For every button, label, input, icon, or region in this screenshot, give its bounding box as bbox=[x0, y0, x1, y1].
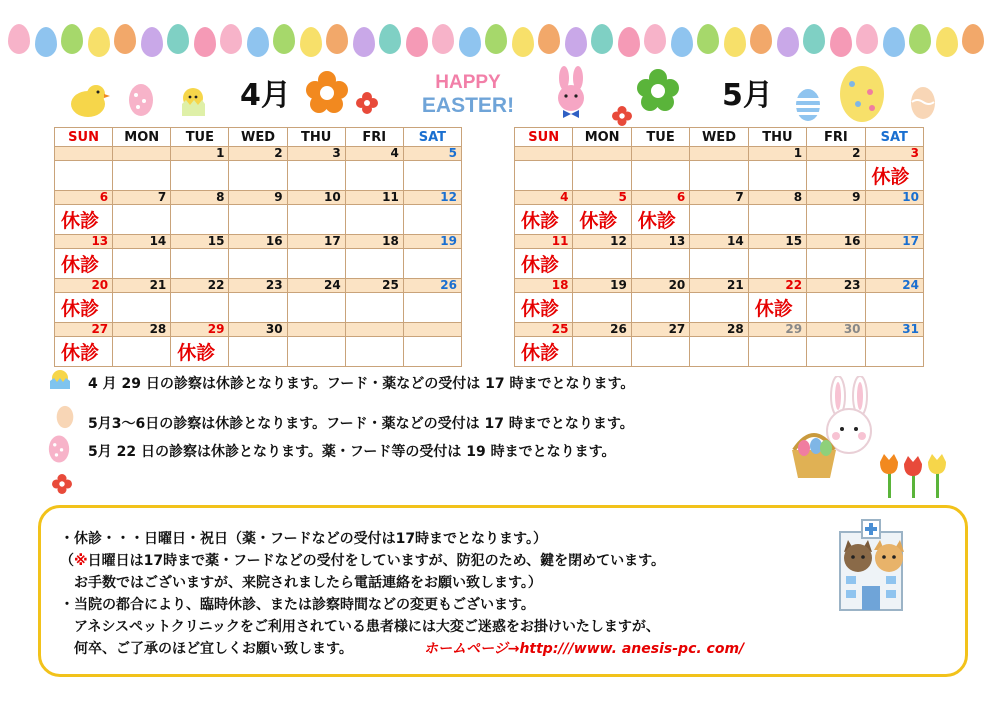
may-date-cell: 17 bbox=[865, 235, 923, 249]
april-date-cell bbox=[345, 323, 403, 337]
note-apr-29: 4 月 29 日の診察は休診となります。フード・薬などの受付は 17 時までとなります。 bbox=[88, 376, 635, 392]
april-date-cell: 29 bbox=[171, 323, 229, 337]
easter-egg-icon bbox=[697, 24, 719, 54]
may-date-cell: 31 bbox=[865, 323, 923, 337]
april-weekday-3: WED bbox=[229, 128, 287, 147]
april-date-cell: 7 bbox=[113, 191, 171, 205]
may-weekday-0: SUN bbox=[515, 128, 573, 147]
closed-label: 休診 bbox=[61, 342, 100, 364]
may-date-cell: 10 bbox=[865, 191, 923, 205]
may-date-cell: 12 bbox=[573, 235, 631, 249]
april-day-cell bbox=[171, 293, 229, 323]
may-date-cell: 24 bbox=[865, 279, 923, 293]
may-day-cell bbox=[573, 249, 631, 279]
april-day-cell bbox=[113, 205, 171, 235]
closed-label: 休診 bbox=[61, 254, 100, 276]
clinic-building-icon bbox=[826, 518, 922, 614]
april-day-cell bbox=[55, 293, 113, 323]
info-phone-request: お手数ではございますが、来院されましたら電話連絡をお願い致します。） bbox=[60, 575, 542, 591]
info-sunday-text: 日曜日は17時まで薬・フードなどの受付をしていますが、防犯のため、鍵を閉めています。 bbox=[87, 553, 666, 569]
may-date-cell: 9 bbox=[807, 191, 865, 205]
easter-egg-icon bbox=[830, 27, 852, 57]
homepage-link[interactable]: ホームページ→http:///www. anesis-pc. com/ bbox=[424, 641, 745, 657]
may-date-cell: 14 bbox=[690, 235, 748, 249]
may-day-cell bbox=[573, 205, 631, 235]
easter-egg-icon bbox=[644, 24, 666, 54]
closed-label: 休診 bbox=[521, 298, 560, 320]
easter-egg-icon bbox=[565, 27, 587, 57]
may-day-cell bbox=[690, 249, 748, 279]
easter-egg-icon bbox=[61, 24, 83, 54]
april-day-cell bbox=[403, 161, 461, 191]
may-weekday-4: THU bbox=[748, 128, 806, 147]
may-weekday-5: FRI bbox=[807, 128, 865, 147]
may-day-cell bbox=[807, 161, 865, 191]
may-date-cell bbox=[690, 147, 748, 161]
pink-egg-icon bbox=[128, 83, 154, 117]
may-day-cell bbox=[807, 337, 865, 367]
chick-in-egg-icon bbox=[178, 86, 208, 118]
easter-egg-icon bbox=[724, 27, 746, 57]
yellow-star-egg-icon bbox=[838, 64, 886, 124]
may-day-cell bbox=[690, 293, 748, 323]
may-date-cell: 4 bbox=[515, 191, 573, 205]
may-date-cell: 16 bbox=[807, 235, 865, 249]
may-day-cell bbox=[631, 161, 689, 191]
april-day-cell bbox=[229, 205, 287, 235]
may-date-cell: 11 bbox=[515, 235, 573, 249]
may-day-cell bbox=[573, 161, 631, 191]
april-day-cell bbox=[403, 249, 461, 279]
april-day-cell bbox=[345, 161, 403, 191]
may-date-cell: 15 bbox=[748, 235, 806, 249]
may-title: 5月 bbox=[722, 78, 773, 113]
chick-icon bbox=[66, 82, 110, 118]
may-date-cell bbox=[631, 147, 689, 161]
info-sunday-mark: ※ bbox=[74, 553, 88, 569]
closed-label: 休診 bbox=[61, 210, 100, 232]
small-red-flower-icon bbox=[612, 106, 632, 126]
may-date-cell: 8 bbox=[748, 191, 806, 205]
easter-egg-icon bbox=[194, 27, 216, 57]
easter-egg-icon bbox=[618, 27, 640, 57]
april-day-cell bbox=[171, 161, 229, 191]
may-weekday-6: SAT bbox=[865, 128, 923, 147]
easter-egg-icon bbox=[883, 27, 905, 57]
easter-egg-icon bbox=[220, 24, 242, 54]
april-date-cell: 17 bbox=[287, 235, 345, 249]
easter-egg-icon bbox=[591, 24, 613, 54]
easter-egg-icon bbox=[538, 24, 560, 54]
peach-egg-icon bbox=[56, 405, 74, 429]
closed-label: 休診 bbox=[61, 298, 100, 320]
easter-egg-icon bbox=[803, 24, 825, 54]
april-day-cell bbox=[55, 249, 113, 279]
april-date-cell: 3 bbox=[287, 147, 345, 161]
april-day-cell bbox=[171, 249, 229, 279]
closed-label: 休診 bbox=[637, 210, 676, 232]
info-thanks: 何卒、ご了承のほど宜しくお願い致します。 bbox=[60, 641, 353, 657]
april-day-cell bbox=[287, 337, 345, 367]
april-day-cell bbox=[345, 337, 403, 367]
april-day-cell bbox=[113, 337, 171, 367]
easter-egg-icon bbox=[777, 27, 799, 57]
april-date-cell bbox=[403, 323, 461, 337]
april-date-cell bbox=[287, 323, 345, 337]
may-date-cell: 20 bbox=[631, 279, 689, 293]
april-date-cell: 28 bbox=[113, 323, 171, 337]
note-may-22: 5月 22 日の診察は休診となります。薬・フード等の受付は 19 時までとなります。 bbox=[88, 444, 616, 460]
info-closed-days: ・休診・・・日曜日・祝日（薬・フードなどの受付は17時までとなります。） bbox=[60, 531, 547, 547]
april-date-cell: 16 bbox=[229, 235, 287, 249]
april-day-cell bbox=[113, 293, 171, 323]
easter-egg-icon bbox=[459, 27, 481, 57]
orange-flower-icon bbox=[305, 70, 349, 114]
april-date-cell: 15 bbox=[171, 235, 229, 249]
small-red-flower-icon bbox=[52, 474, 72, 494]
may-date-cell: 2 bbox=[807, 147, 865, 161]
may-day-cell bbox=[690, 337, 748, 367]
april-day-cell bbox=[287, 205, 345, 235]
info-schedule-change: ・当院の都合により、臨時休診、または診察時間などの変更もございます。 bbox=[60, 597, 535, 613]
april-day-cell bbox=[229, 293, 287, 323]
may-date-cell: 1 bbox=[748, 147, 806, 161]
april-date-cell: 5 bbox=[403, 147, 461, 161]
april-date-cell: 21 bbox=[113, 279, 171, 293]
easter-egg-icon bbox=[485, 24, 507, 54]
may-date-cell: 21 bbox=[690, 279, 748, 293]
may-day-cell bbox=[631, 205, 689, 235]
may-day-cell bbox=[807, 249, 865, 279]
april-date-cell: 13 bbox=[55, 235, 113, 249]
april-day-cell bbox=[113, 161, 171, 191]
may-date-cell: 6 bbox=[631, 191, 689, 205]
april-day-cell bbox=[229, 249, 287, 279]
april-weekday-6: SAT bbox=[403, 128, 461, 147]
may-day-cell bbox=[515, 337, 573, 367]
may-date-cell: 23 bbox=[807, 279, 865, 293]
may-date-cell: 25 bbox=[515, 323, 573, 337]
april-day-cell bbox=[345, 293, 403, 323]
may-date-cell: 13 bbox=[631, 235, 689, 249]
easter-egg-icon bbox=[406, 27, 428, 57]
may-date-cell: 7 bbox=[690, 191, 748, 205]
may-day-cell bbox=[807, 205, 865, 235]
may-weekday-1: MON bbox=[573, 128, 631, 147]
april-date-cell: 25 bbox=[345, 279, 403, 293]
april-day-cell bbox=[113, 249, 171, 279]
easter-egg-icon bbox=[512, 27, 534, 57]
may-day-cell bbox=[865, 293, 923, 323]
closed-label: 休診 bbox=[579, 210, 618, 232]
easter-egg-icon bbox=[141, 27, 163, 57]
may-date-cell bbox=[515, 147, 573, 161]
easter-egg-icon bbox=[856, 24, 878, 54]
easter-egg-icon bbox=[750, 24, 772, 54]
may-day-cell bbox=[748, 205, 806, 235]
may-date-cell: 30 bbox=[807, 323, 865, 337]
easter-egg-icon bbox=[8, 24, 30, 54]
may-day-cell bbox=[690, 161, 748, 191]
may-day-cell bbox=[515, 205, 573, 235]
april-date-cell: 8 bbox=[171, 191, 229, 205]
may-day-cell bbox=[865, 161, 923, 191]
easter-egg-icon bbox=[962, 24, 984, 54]
may-date-cell bbox=[573, 147, 631, 161]
may-day-cell bbox=[631, 249, 689, 279]
april-date-cell: 6 bbox=[55, 191, 113, 205]
april-day-cell bbox=[287, 249, 345, 279]
easter-egg-icon bbox=[167, 24, 189, 54]
april-date-cell: 11 bbox=[345, 191, 403, 205]
easter-egg-garland bbox=[8, 24, 992, 60]
april-day-cell bbox=[229, 337, 287, 367]
april-date-cell: 14 bbox=[113, 235, 171, 249]
closed-label: 休診 bbox=[754, 298, 793, 320]
april-date-cell: 27 bbox=[55, 323, 113, 337]
may-day-cell bbox=[807, 293, 865, 323]
april-weekday-0: SUN bbox=[55, 128, 113, 147]
closed-label: 休診 bbox=[521, 254, 560, 276]
april-date-cell bbox=[55, 147, 113, 161]
may-date-cell: 29 bbox=[748, 323, 806, 337]
april-weekday-2: TUE bbox=[171, 128, 229, 147]
easter-egg-icon bbox=[326, 24, 348, 54]
may-date-cell: 3 bbox=[865, 147, 923, 161]
april-date-cell: 1 bbox=[171, 147, 229, 161]
svg-text:HAPPY: HAPPY bbox=[435, 72, 501, 93]
info-sunday-paren: （ bbox=[60, 553, 74, 569]
april-day-cell bbox=[287, 293, 345, 323]
easter-egg-icon bbox=[671, 27, 693, 57]
april-day-cell bbox=[171, 337, 229, 367]
may-day-cell bbox=[573, 293, 631, 323]
may-day-cell bbox=[515, 161, 573, 191]
april-date-cell: 24 bbox=[287, 279, 345, 293]
april-day-cell bbox=[55, 161, 113, 191]
april-date-cell: 19 bbox=[403, 235, 461, 249]
april-day-cell bbox=[171, 205, 229, 235]
easter-egg-icon bbox=[300, 27, 322, 57]
easter-egg-icon bbox=[936, 27, 958, 57]
may-date-cell: 19 bbox=[573, 279, 631, 293]
svg-text:EASTER!: EASTER! bbox=[421, 94, 515, 117]
may-day-cell bbox=[748, 161, 806, 191]
easter-egg-icon bbox=[88, 27, 110, 57]
tulips-icon bbox=[874, 450, 950, 500]
closed-label: 休診 bbox=[177, 342, 216, 364]
note-may-3-6: 5月3～6日の診察は休診となります。フード・薬などの受付は 17 時までとなります。 bbox=[88, 416, 634, 432]
may-day-cell bbox=[631, 293, 689, 323]
closed-label: 休診 bbox=[871, 166, 910, 188]
april-date-cell: 9 bbox=[229, 191, 287, 205]
may-date-cell: 28 bbox=[690, 323, 748, 337]
easter-egg-icon bbox=[379, 24, 401, 54]
easter-egg-icon bbox=[273, 24, 295, 54]
april-date-cell: 10 bbox=[287, 191, 345, 205]
april-weekday-1: MON bbox=[113, 128, 171, 147]
april-weekday-5: FRI bbox=[345, 128, 403, 147]
april-weekday-4: THU bbox=[287, 128, 345, 147]
april-date-cell: 12 bbox=[403, 191, 461, 205]
peach-egg-icon bbox=[910, 86, 936, 120]
may-day-cell bbox=[573, 337, 631, 367]
april-day-cell bbox=[55, 337, 113, 367]
april-day-cell bbox=[287, 161, 345, 191]
closed-label: 休診 bbox=[521, 210, 560, 232]
may-weekday-2: TUE bbox=[631, 128, 689, 147]
may-date-cell: 27 bbox=[631, 323, 689, 337]
may-day-cell bbox=[515, 249, 573, 279]
may-day-cell bbox=[690, 205, 748, 235]
april-day-cell bbox=[345, 249, 403, 279]
april-date-cell: 18 bbox=[345, 235, 403, 249]
april-title: 4月 bbox=[240, 78, 291, 113]
easter-egg-icon bbox=[432, 24, 454, 54]
april-date-cell bbox=[113, 147, 171, 161]
april-date-cell: 4 bbox=[345, 147, 403, 161]
april-day-cell bbox=[403, 337, 461, 367]
april-day-cell bbox=[403, 205, 461, 235]
may-calendar bbox=[514, 127, 924, 367]
may-day-cell bbox=[748, 337, 806, 367]
may-day-cell bbox=[865, 205, 923, 235]
easter-egg-icon bbox=[114, 24, 136, 54]
april-date-cell: 23 bbox=[229, 279, 287, 293]
april-calendar bbox=[54, 127, 462, 367]
closed-label: 休診 bbox=[521, 342, 560, 364]
april-date-cell: 2 bbox=[229, 147, 287, 161]
april-day-cell bbox=[55, 205, 113, 235]
bunny-icon bbox=[548, 66, 594, 124]
may-date-cell: 18 bbox=[515, 279, 573, 293]
easter-egg-icon bbox=[35, 27, 57, 57]
april-date-cell: 30 bbox=[229, 323, 287, 337]
chick-icon bbox=[48, 369, 72, 389]
april-date-cell: 22 bbox=[171, 279, 229, 293]
april-day-cell bbox=[229, 161, 287, 191]
april-date-cell: 20 bbox=[55, 279, 113, 293]
may-weekday-3: WED bbox=[690, 128, 748, 147]
april-date-cell: 26 bbox=[403, 279, 461, 293]
may-day-cell bbox=[748, 293, 806, 323]
easter-egg-icon bbox=[909, 24, 931, 54]
may-day-cell bbox=[865, 337, 923, 367]
happy-easter-banner bbox=[398, 66, 538, 122]
easter-egg-icon bbox=[353, 27, 375, 57]
info-sunday-note bbox=[60, 550, 665, 570]
green-flower-icon bbox=[636, 68, 680, 112]
may-date-cell: 22 bbox=[748, 279, 806, 293]
pink-egg-icon bbox=[48, 434, 70, 464]
may-date-cell: 26 bbox=[573, 323, 631, 337]
may-day-cell bbox=[865, 249, 923, 279]
blue-egg-icon bbox=[795, 88, 821, 122]
may-date-cell: 5 bbox=[573, 191, 631, 205]
info-apology: アネシスペットクリニックをご利用されている患者様には大変ご迷惑をお掛けいたしますが、 bbox=[60, 619, 660, 635]
may-day-cell bbox=[515, 293, 573, 323]
april-day-cell bbox=[345, 205, 403, 235]
small-red-flower-icon bbox=[356, 92, 378, 114]
april-day-cell bbox=[403, 293, 461, 323]
easter-egg-icon bbox=[247, 27, 269, 57]
may-day-cell bbox=[748, 249, 806, 279]
may-day-cell bbox=[631, 337, 689, 367]
